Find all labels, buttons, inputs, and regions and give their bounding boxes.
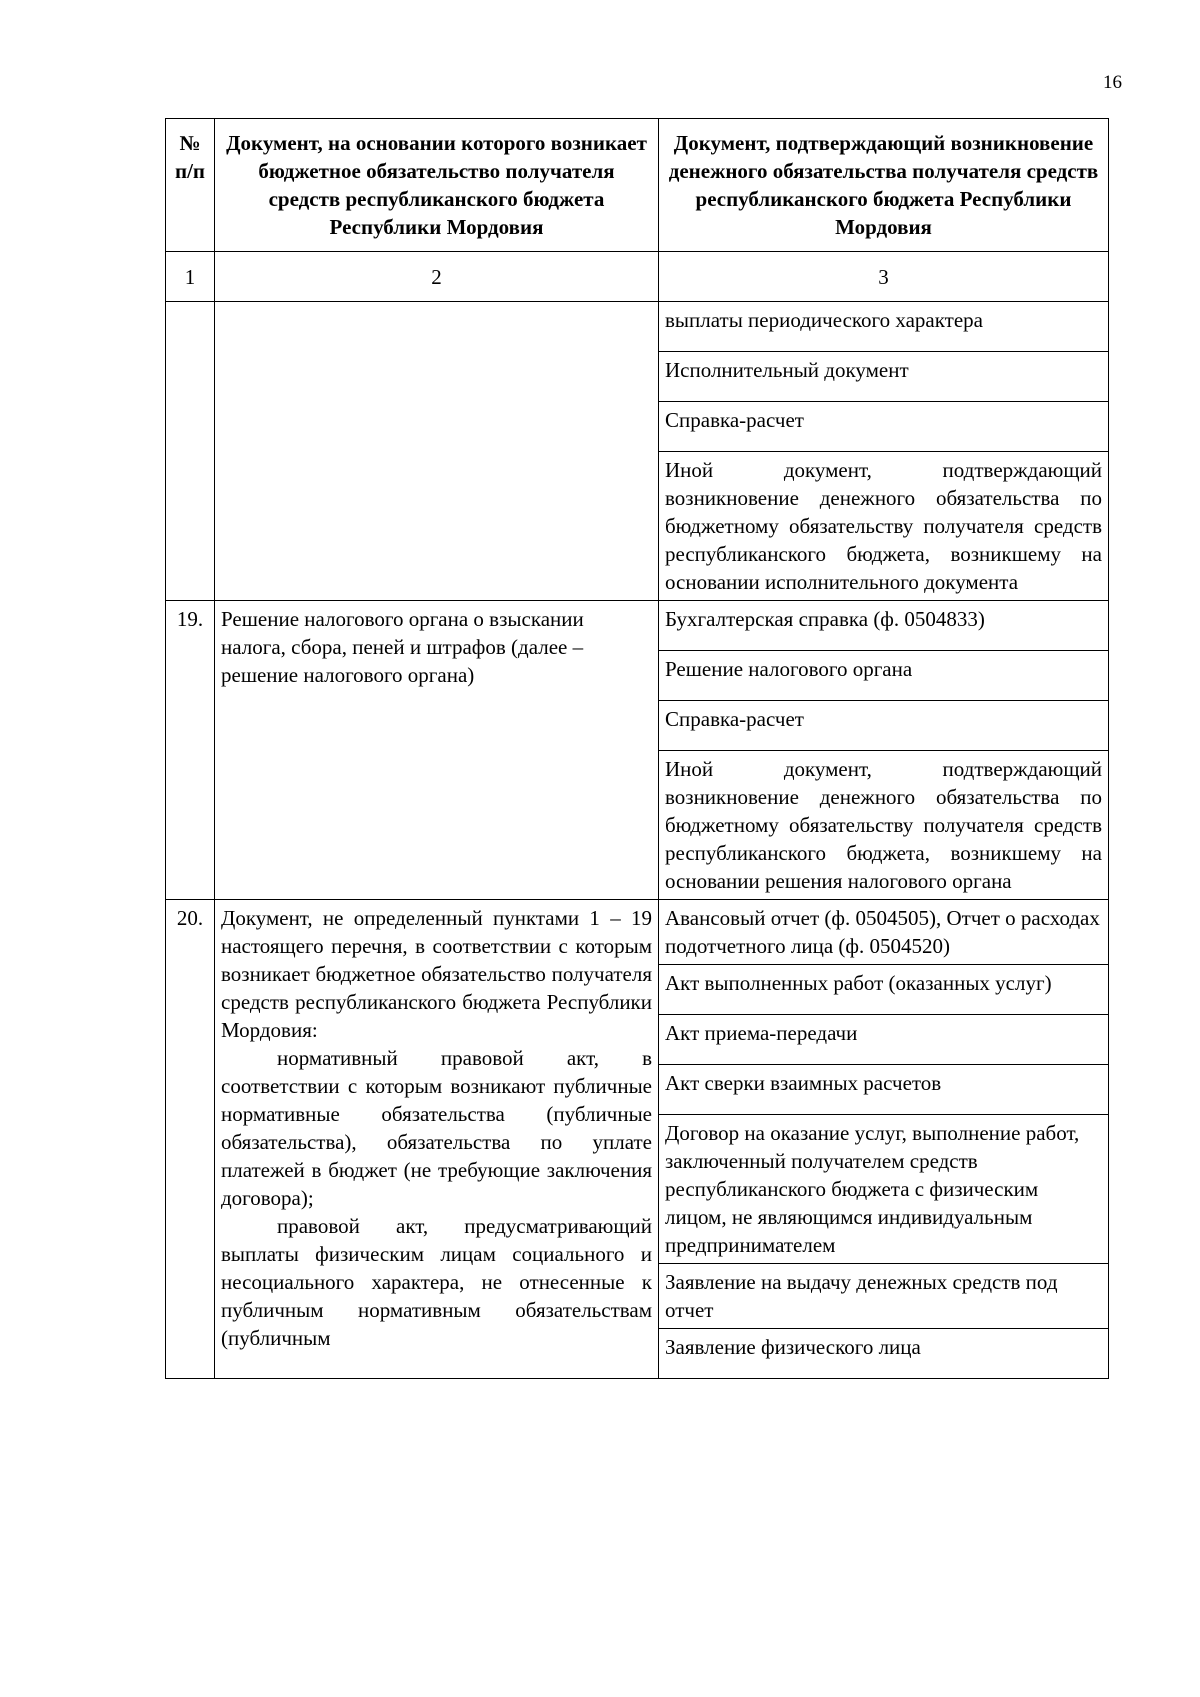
confirming-doc: выплаты периодического характера	[659, 302, 1109, 352]
basis-cell: Решение налогового органа о взыскании налога, сбора, пеней и штрафов (далее – решение налогового органа)	[215, 601, 659, 900]
header-confirming-document: Документ, подтверждающий возникновение денежного обязательства получателя средств республиканского бюджета Республики Мордовия	[659, 119, 1109, 252]
confirming-doc: Решение налогового органа	[659, 651, 1109, 701]
confirming-doc: Авансовый отчет (ф. 0504505), Отчет о расходах подотчетного лица (ф. 0504520)	[659, 900, 1109, 965]
table-row	[166, 302, 1109, 352]
header-basis-document: Документ, на основании которого возникает бюджетное обязательство получателя средств республиканского бюджета Республики Мордовия	[215, 119, 659, 252]
page-number: 16	[1103, 72, 1122, 93]
table-row	[166, 601, 1109, 651]
confirming-doc: Договор на оказание услуг, выполнение работ, заключенный получателем средств республиканского бюджета с физическим лицом, не являющимся индивидуальным предпринимателем	[659, 1115, 1109, 1264]
documents-table	[165, 118, 1109, 1379]
confirming-doc: Акт выполненных работ (оказанных услуг)	[659, 965, 1109, 1015]
column-number-2: 2	[215, 252, 659, 302]
confirming-doc: Бухгалтерская справка (ф. 0504833)	[659, 601, 1109, 651]
confirming-doc: Заявление на выдачу денежных средств под отчет	[659, 1264, 1109, 1329]
basis-paragraph: правовой акт, предусматривающий выплаты физическим лицам социального и несоциального характера, не отнесенные к публичным нормативным обязательствам (публичным	[221, 1214, 652, 1350]
confirming-doc: Заявление физического лица	[659, 1329, 1109, 1379]
confirming-doc: Акт приема-передачи	[659, 1015, 1109, 1065]
row-number-cell	[166, 302, 215, 601]
row-number-cell: 19.	[166, 601, 215, 900]
confirming-doc: Иной документ, подтверждающий возникновение денежного обязательства по бюджетному обязательству получателя средств республиканского бюджета, возникшему на основании исполнительного документа	[659, 452, 1109, 601]
table-header-row	[166, 119, 1109, 252]
table-row	[166, 900, 1109, 965]
basis-cell	[215, 302, 659, 601]
confirming-doc: Исполнительный документ	[659, 352, 1109, 402]
basis-paragraph: нормативный правовой акт, в соответствии с которым возникают публичные нормативные обязательства (публичные обязательства), обязательства по уплате платежей в бюджет (не требующие заключения договора);	[221, 1046, 652, 1210]
basis-cell	[215, 900, 659, 1379]
row-number-cell: 20.	[166, 900, 215, 1379]
confirming-doc: Справка-расчет	[659, 402, 1109, 452]
column-number-1: 1	[166, 252, 215, 302]
confirming-doc: Акт сверки взаимных расчетов	[659, 1065, 1109, 1115]
header-number: № п/п	[166, 119, 215, 252]
column-number-row	[166, 252, 1109, 302]
confirming-doc: Иной документ, подтверждающий возникновение денежного обязательства по бюджетному обязательству получателя средств республиканского бюджета, возникшему на основании решения налогового органа	[659, 751, 1109, 900]
confirming-doc: Справка-расчет	[659, 701, 1109, 751]
basis-paragraph: Документ, не определенный пунктами 1 – 19 настоящего перечня, в соответствии с которым возникает бюджетное обязательство получателя средств республиканского бюджета Республики Мордовия:	[221, 906, 652, 1042]
column-number-3: 3	[659, 252, 1109, 302]
